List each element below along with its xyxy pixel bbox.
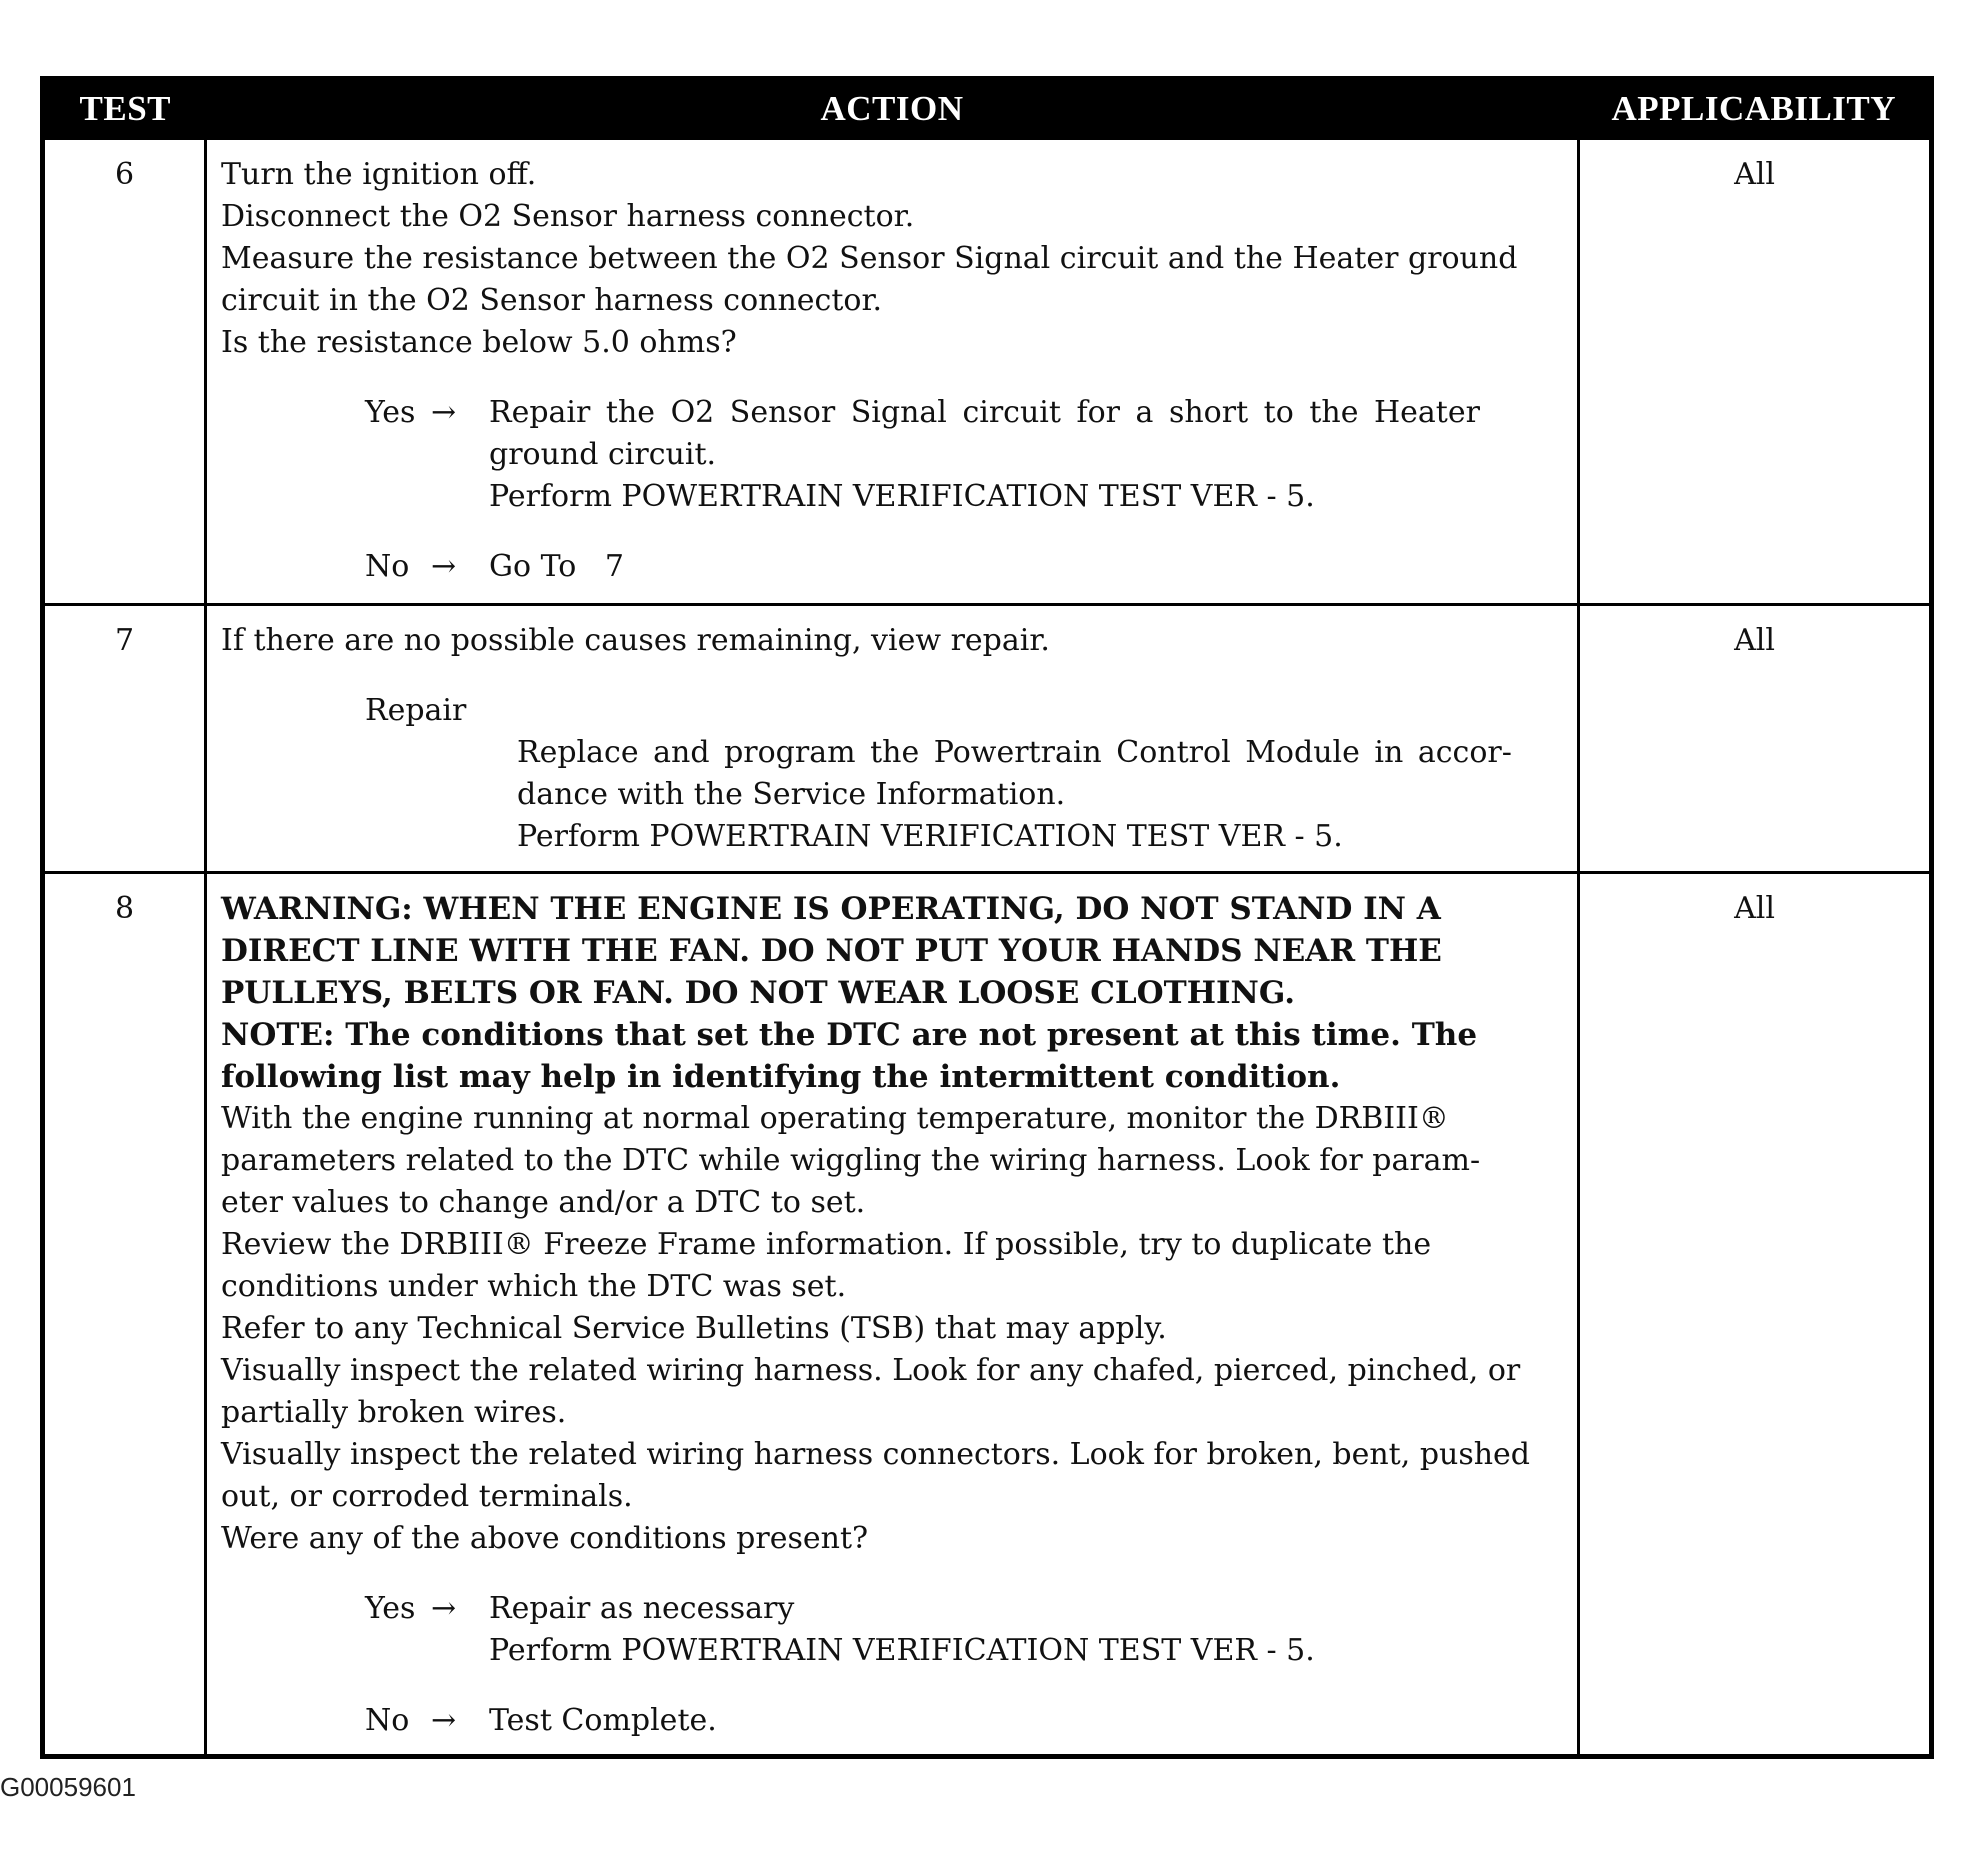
branch-line: Perform POWERTRAIN VERIFICATION TEST VER - 5. bbox=[489, 1633, 1315, 1668]
branch-line: Repair as necessary bbox=[489, 1591, 795, 1626]
action-line: Turn the ignition off. bbox=[221, 157, 537, 192]
action-line: If there are no possible causes remaining, view repair. bbox=[221, 623, 1050, 658]
header-applicability: APPLICABILITY bbox=[1579, 79, 1932, 139]
action-line: Disconnect the O2 Sensor harness connector. bbox=[221, 199, 915, 234]
action-line: With the engine running at normal operating temperature, monitor the DRBIII® bbox=[221, 1101, 1449, 1136]
action-line: circuit in the O2 Sensor harness connector. bbox=[221, 283, 883, 318]
action-line: Review the DRBIII® Freeze Frame information. If possible, try to duplicate the bbox=[221, 1227, 1432, 1262]
action-line: parameters related to the DTC while wiggling the wiring harness. Look for param- bbox=[221, 1143, 1481, 1178]
repair-line: Perform POWERTRAIN VERIFICATION TEST VER - 5. bbox=[517, 819, 1343, 854]
action-line: out, or corroded terminals. bbox=[221, 1479, 633, 1514]
action-cell bbox=[206, 873, 1579, 1757]
note-line: following list may help in identifying the intermittent condition. bbox=[221, 1059, 1341, 1095]
action-line: conditions under which the DTC was set. bbox=[221, 1269, 847, 1304]
warning-line: WARNING: WHEN THE ENGINE IS OPERATING, DO NOT STAND IN A bbox=[221, 891, 1441, 927]
repair-label: Repair bbox=[365, 693, 467, 728]
branch-line: Test Complete. bbox=[489, 1703, 717, 1738]
branch-line: Repair the O2 Sensor Signal circuit for a short to the Heater bbox=[489, 395, 1480, 430]
warning-line: PULLEYS, BELTS OR FAN. DO NOT WEAR LOOSE CLOTHING. bbox=[221, 975, 1296, 1011]
table-row bbox=[43, 139, 1932, 605]
test-number: 6 bbox=[43, 139, 206, 605]
applicability-value: All bbox=[1579, 873, 1932, 1757]
header-action: ACTION bbox=[206, 79, 1579, 139]
no-branch bbox=[365, 546, 1567, 588]
no-branch bbox=[365, 1700, 1567, 1742]
yes-branch bbox=[365, 392, 1567, 518]
yes-branch bbox=[365, 1588, 1567, 1672]
action-line: partially broken wires. bbox=[221, 1395, 567, 1430]
note-line: NOTE: The conditions that set the DTC are not present at this time. The bbox=[221, 1017, 1478, 1053]
diagnostic-table bbox=[40, 76, 1934, 1759]
action-line: Visually inspect the related wiring harness. Look for any chafed, pierced, pinched, or bbox=[221, 1353, 1521, 1388]
test-number: 7 bbox=[43, 605, 206, 873]
repair-line: Replace and program the Powertrain Control Module in accor- bbox=[517, 735, 1512, 770]
header-test: TEST bbox=[43, 79, 206, 139]
action-line: Measure the resistance between the O2 Sensor Signal circuit and the Heater ground bbox=[221, 241, 1518, 276]
repair-line: dance with the Service Information. bbox=[517, 777, 1066, 812]
applicability-value: All bbox=[1579, 139, 1932, 605]
no-label: No bbox=[365, 1703, 410, 1738]
action-line: Is the resistance below 5.0 ohms? bbox=[221, 325, 737, 360]
action-cell bbox=[206, 139, 1579, 605]
no-label: No bbox=[365, 549, 410, 584]
arrow-icon: → bbox=[431, 395, 457, 430]
yes-label: Yes bbox=[365, 1591, 416, 1626]
action-cell bbox=[206, 605, 1579, 873]
applicability-value: All bbox=[1579, 605, 1932, 873]
arrow-icon: → bbox=[431, 1591, 457, 1626]
warning-line: DIRECT LINE WITH THE FAN. DO NOT PUT YOUR HANDS NEAR THE bbox=[221, 933, 1442, 969]
action-line: Refer to any Technical Service Bulletins (TSB) that may apply. bbox=[221, 1311, 1167, 1346]
arrow-icon: → bbox=[431, 1703, 457, 1738]
action-line: Visually inspect the related wiring harness connectors. Look for broken, bent, pushed bbox=[221, 1437, 1531, 1472]
action-line: eter values to change and/or a DTC to set. bbox=[221, 1185, 866, 1220]
test-number: 8 bbox=[43, 873, 206, 1757]
header-row bbox=[43, 79, 1932, 139]
table-row bbox=[43, 605, 1932, 873]
branch-line: ground circuit. bbox=[489, 437, 717, 472]
table-row bbox=[43, 873, 1932, 1757]
branch-line: Perform POWERTRAIN VERIFICATION TEST VER - 5. bbox=[489, 479, 1315, 514]
branch-line: Go To 7 bbox=[489, 549, 624, 584]
figure-id: G00059601 bbox=[0, 1772, 136, 1802]
action-line: Were any of the above conditions present? bbox=[221, 1521, 869, 1556]
arrow-icon: → bbox=[431, 549, 457, 584]
yes-label: Yes bbox=[365, 395, 416, 430]
